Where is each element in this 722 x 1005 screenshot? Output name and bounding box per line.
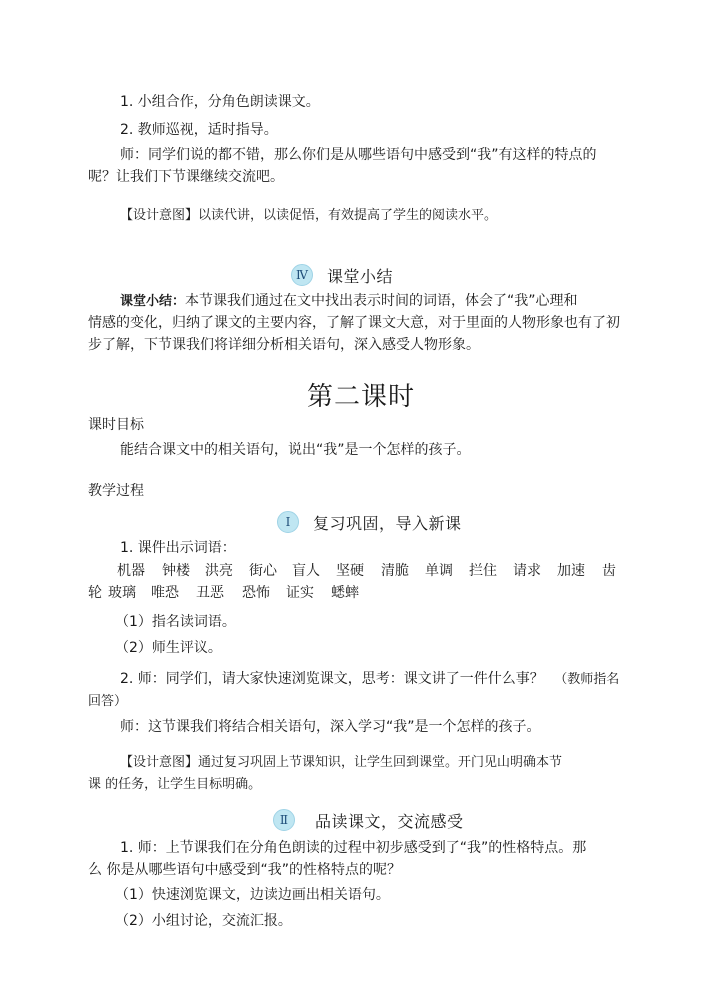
word-item: 钟楼 [162, 563, 190, 579]
summary-text: 本节课我们通过在文中找出表示时间的词语，体会了“我”心理和 [185, 293, 578, 309]
word-item: 加速 [557, 563, 585, 579]
goal-heading: 课时目标 [88, 417, 144, 433]
section-heading-review [277, 510, 462, 534]
summary-label: 课堂小结： [120, 294, 186, 309]
design-intent-line1: 【设计意图】通过复习巩固上节课知识，让学生回到课堂。开门见山明确本节 [120, 755, 563, 770]
teacher-remark-line1: 师：同学们说的都不错，那么你们是从哪些语句中感受到“我”有这样的特点的 [120, 147, 597, 163]
sub-step-1: （1）指名读词语。 [115, 614, 236, 630]
section-heading-reading [273, 808, 464, 832]
section2-step1-line2: 么 你是从哪些语句中感受到“我”的性格特点的呢？ [88, 862, 401, 878]
section2-step1-line1: 1. 师：上节课我们在分角色朗读的过程中初步感受到了“我”的性格特点。那 [120, 840, 587, 856]
courseware-step: 1. 课件出示词语： [120, 540, 236, 556]
summary-line1 [120, 292, 578, 311]
word-item: 证实 [286, 585, 314, 601]
section-title: 品读课文，交流感受 [315, 811, 464, 831]
word-item: 街心 [249, 563, 277, 579]
word-item: 盲人 [292, 563, 320, 579]
section-number-badge: Ⅰ [277, 511, 299, 533]
word-item: 丑恶 [196, 585, 224, 601]
section-title: 课堂小结 [327, 266, 394, 286]
teacher-remark-line2: 呢？让我们下节课继续交流吧。 [88, 169, 284, 185]
summary-line3: 步了解，下节课我们将详细分析相关语句，深入感受人物形象。 [88, 337, 480, 353]
step-1: 1. 小组合作，分角色朗读课文。 [120, 94, 320, 110]
word-item: 清脆 [381, 563, 409, 579]
word-item: 轮 [88, 585, 102, 601]
step-2-text: 2. 师：同学们，请大家快速浏览课文，思考：课文讲了一件什么事？ [120, 671, 544, 687]
summary-line2: 情感的变化，归纳了课文的主要内容，了解了课文大意，对于里面的人物形象也有了初 [88, 315, 620, 331]
word-item: 唯恐 [151, 585, 179, 601]
step-2: 2. 教师巡视，适时指导。 [120, 122, 278, 138]
word-item: 坚硬 [336, 563, 364, 579]
design-intent: 【设计意图】以读代讲，以读促悟，有效提高了学生的阅读水平。 [120, 208, 498, 223]
teacher-line: 师：这节课我们将结合相关语句，深入学习“我”是一个怎样的孩子。 [120, 719, 541, 735]
word-item: 单调 [425, 563, 453, 579]
word-item: 拦住 [469, 563, 497, 579]
word-item: 恐怖 [242, 585, 270, 601]
section-title: 复习巩固，导入新课 [313, 513, 462, 533]
step-2-line1 [120, 670, 619, 689]
word-item: 齿 [602, 563, 616, 579]
step-2-line2: 回答） [88, 694, 128, 709]
page-title: 第二课时 [306, 382, 415, 412]
word-item: 机器 [117, 563, 145, 579]
section-number-badge: Ⅱ [273, 809, 295, 831]
process-heading: 教学过程 [88, 483, 144, 499]
word-item: 洪亮 [205, 563, 233, 579]
word-item: 请求 [513, 563, 541, 579]
step-2-note: （教师指名 [554, 672, 620, 687]
sub-step-2: （2）师生评议。 [115, 640, 222, 656]
section2-sub-step-2: （2）小组讨论，交流汇报。 [115, 913, 292, 929]
word-row-2 [0, 584, 722, 602]
word-row-1 [0, 562, 722, 580]
word-item: 玻璃 [108, 585, 136, 601]
goal-text: 能结合课文中的相关语句，说出“我”是一个怎样的孩子。 [120, 442, 471, 458]
section-heading-summary [291, 263, 393, 287]
design-intent-line2: 课 的任务，让学生目标明确。 [88, 777, 262, 792]
section-number-badge: Ⅳ [291, 264, 313, 286]
section2-sub-step-1: （1）快速浏览课文，边读边画出相关语句。 [115, 887, 390, 903]
word-item: 蟋蟀 [331, 585, 359, 601]
